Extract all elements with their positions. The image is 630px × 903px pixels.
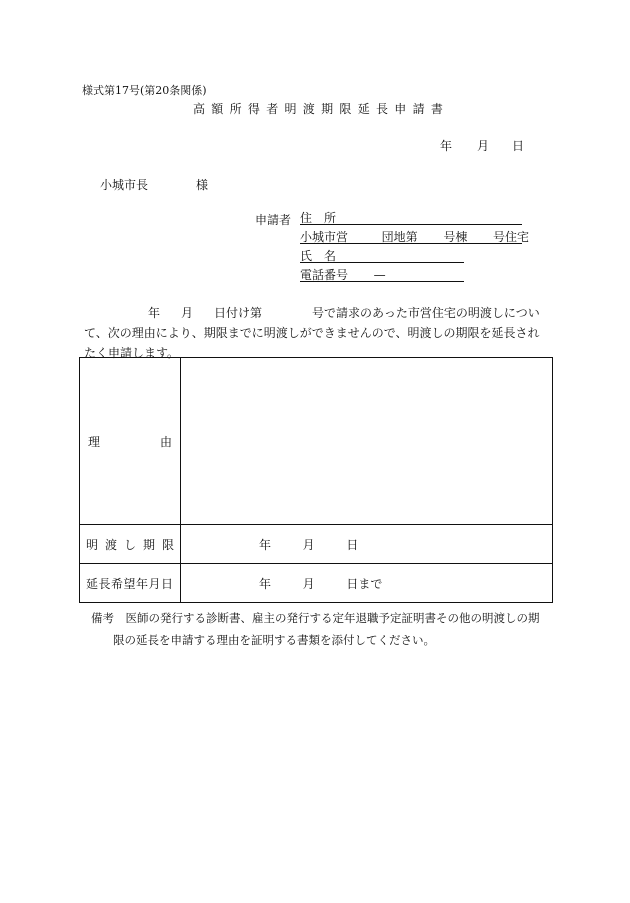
phone-label: 電話番号 [300,268,349,282]
housing-unit: 号住宅 [493,230,530,244]
extension-month: 月 [302,576,315,591]
address-field[interactable] [300,209,522,225]
extension-year: 年 [259,576,272,591]
name-field[interactable] [300,247,464,263]
housing-building: 号棟 [443,230,468,244]
document-title: 高額所得者明渡期限延長申請書 [193,102,450,116]
para-year: 年 [148,306,161,320]
deadline-label-char: し [123,537,136,552]
date-month: 月 [477,139,490,153]
deadline-label-char: 明 [86,537,99,552]
extension-label: 延長希望年月日 [86,576,174,591]
form-number: 様式第17号(第20条関係) [82,84,207,97]
request-paragraph [84,303,549,363]
reason-label-2: 由 [159,434,172,449]
notes-line-2: 限の延長を申請する理由を証明する書類を添付してください。 [113,633,435,647]
reason-row [80,358,553,525]
extension-date-cell[interactable] [181,564,553,603]
housing-prefix: 小城市営 [300,230,349,244]
reason-input-cell[interactable] [181,358,553,525]
para-month: 月 [181,306,194,320]
extension-label-cell [80,564,181,603]
para-dated: 日付け第 [214,306,263,320]
deadline-row [80,525,553,564]
date-day: 日 [512,139,525,153]
request-table [79,357,553,603]
date-year: 年 [440,139,453,153]
name-label: 氏 名 [300,249,337,263]
phone-dash: — [373,268,386,282]
deadline-label-char: 限 [161,537,174,552]
reason-label-cell [80,358,181,525]
housing-complex: 団地第 [381,230,418,244]
notes-line-1: 備考 医師の発行する診断書、雇主の発行する定年退職予定証明書その他の明渡しの期 [91,611,540,625]
phone-field[interactable] [300,266,464,282]
deadline-label-char: 期 [142,537,155,552]
deadline-year: 年 [259,537,272,552]
deadline-month: 月 [302,537,315,552]
para-rest: 号で請求のあった市営住宅の明渡しについて、次の理由により、期限までに明渡しができませんので、明渡しの期限を延長されたく申請します。 [84,306,540,360]
addressee-honorific: 様 [196,178,209,192]
deadline-label-char: 渡 [104,537,117,552]
housing-field[interactable] [300,228,530,244]
extension-row [80,564,553,603]
address-label: 住 所 [300,211,337,225]
extension-day: 日まで [346,576,383,591]
deadline-date-cell[interactable] [181,525,553,564]
addressee-name: 小城市長 [100,178,149,192]
notes [91,607,540,651]
deadline-day: 日 [346,537,359,552]
applicant-label: 申請者 [255,213,292,227]
deadline-label-cell [80,525,181,564]
reason-label-1: 理 [88,434,101,449]
